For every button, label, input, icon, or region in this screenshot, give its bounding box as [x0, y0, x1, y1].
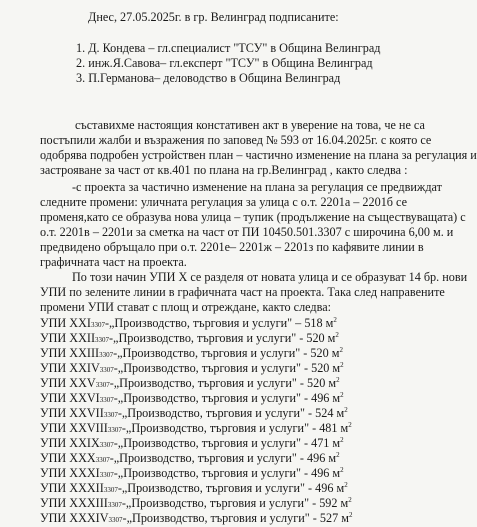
upi-item	[40, 511, 352, 527]
upi-sub: 3307	[99, 396, 114, 404]
upi-sub: 3307	[95, 336, 109, 344]
upi-unit: 2	[344, 480, 348, 489]
upi-area: 527 м	[319, 511, 349, 525]
upi-label: УПИ XXIX	[40, 436, 100, 450]
body-line: УПИ по зелените линии в графичната част на проекта. Така след направените	[40, 285, 445, 299]
upi-sub: 3307	[95, 456, 110, 464]
upi-item	[40, 331, 339, 347]
upi-unit: 2	[335, 330, 339, 339]
upi-unit: 2	[344, 405, 348, 414]
upi-area: 496 м	[315, 481, 345, 495]
upi-sub: 3307	[99, 471, 114, 479]
upi-item	[40, 316, 337, 332]
upi-unit: 2	[340, 435, 344, 444]
upi-unit: 2	[336, 450, 340, 459]
upi-label: УПИ XXII	[40, 331, 95, 345]
upi-area: 496 м	[311, 466, 341, 480]
upi-item	[40, 391, 344, 407]
upi-sub: 3307	[95, 381, 110, 389]
body-line: -с проекта за частично изменение на плана за регулация се предвиждат	[72, 180, 442, 194]
upi-label: УПИ XXX	[40, 451, 96, 465]
upi-item	[40, 361, 344, 377]
upi-purpose: -„Производство, търговия и услуги" -	[113, 346, 308, 360]
upi-label: УПИ XXVII	[40, 406, 104, 420]
upi-purpose: -„Производство, търговия и услуги" -	[117, 406, 313, 420]
upi-purpose: -„Производство, търговия и услуги" –	[104, 316, 302, 330]
upi-item	[40, 376, 340, 392]
upi-area: 496 м	[311, 391, 341, 405]
upi-area: 520 м	[306, 331, 336, 345]
upi-item	[40, 481, 348, 497]
upi-purpose: -„Производство, търговия и услуги" -	[113, 436, 309, 450]
upi-purpose: -„Производство, търговия и услуги" -	[109, 376, 304, 390]
upi-unit: 2	[333, 315, 337, 324]
upi-area: 481 м	[319, 421, 349, 435]
upi-purpose: -„Производство, търговия и услуги" -	[122, 511, 317, 525]
document-header: Днес, 27.05.2025г. в гр. Велинград подписаните:	[88, 10, 339, 24]
upi-label: УПИ XXVI	[40, 391, 100, 405]
upi-label: УПИ XXIV	[40, 361, 100, 375]
body-line: застрояване за част от кв.401 по плана на гр.Велинград , както следва :	[40, 163, 408, 177]
upi-area: 520 м	[307, 376, 337, 390]
upi-item	[40, 496, 352, 512]
upi-purpose: -„Производство, търговия и услуги" -	[117, 481, 313, 495]
upi-purpose: -„Производство, търговия и услуги" -	[121, 421, 317, 435]
upi-label: УПИ XXIII	[40, 346, 100, 360]
body-line: По този начин УПИ Х се разделя от новата улица и се образуват 14 бр. нови	[72, 270, 468, 284]
upi-sub: 3307	[103, 486, 118, 494]
upi-unit: 2	[348, 420, 352, 429]
upi-sub: 3307	[107, 501, 122, 509]
upi-unit: 2	[340, 360, 344, 369]
upi-area: 520 м	[311, 361, 341, 375]
upi-unit: 2	[340, 465, 344, 474]
upi-area: 592 м	[319, 496, 349, 510]
upi-item	[40, 406, 348, 422]
upi-unit: 2	[340, 390, 344, 399]
body-line: одобрява подробен устройствен план – частично изменение на плана за регулация и	[40, 148, 477, 162]
body-line: постъпили жалби и възражения по заповед № 593 от 16.04.2025г. с която се	[40, 133, 432, 147]
body-line: съставихме настоящия констативен акт в уверение на това, че не са	[75, 118, 425, 132]
upi-unit: 2	[339, 345, 343, 354]
upi-label: УПИ XXXIV	[40, 511, 109, 525]
signatory-1: 1. Д. Кондева – гл.специалист "ТСУ" в Община Велинград	[76, 41, 381, 55]
body-line: графичната част на проекта.	[40, 255, 187, 269]
upi-item	[40, 466, 344, 482]
signatory-3: 3. П.Германова– деловодство в Община Велинград	[76, 71, 341, 85]
upi-purpose: -„Производство, търговия и услуги" -	[121, 496, 317, 510]
body-line: о.т. 2201в – 2201и за сметка на част от ПИ 10450.501.3307 с широчина 6,00 м. и	[40, 225, 454, 239]
upi-label: УПИ XXXI	[40, 466, 100, 480]
upi-item	[40, 346, 343, 362]
upi-area: 471 м	[311, 436, 341, 450]
body-line: следните промени: уличната регулация за улица с о.т. 2201а – 2201б се	[40, 195, 408, 209]
upi-area: 520 м	[310, 346, 340, 360]
upi-sub: 3307	[99, 366, 114, 374]
upi-label: УПИ XXV	[40, 376, 96, 390]
upi-purpose: -„Производство, търговия и услуги" -	[113, 466, 309, 480]
body-line: променя,като се образува нова улица – тупик (продължение на съществуващата) с	[40, 210, 466, 224]
upi-sub: 3307	[103, 411, 118, 419]
upi-area: 524 м	[315, 406, 345, 420]
upi-unit: 2	[348, 495, 352, 504]
upi-unit: 2	[348, 510, 353, 519]
upi-area: 496 м	[307, 451, 337, 465]
upi-area: 518 м	[304, 316, 334, 330]
upi-sub: 3307	[107, 426, 122, 434]
upi-purpose: -„Производство, търговия и услуги" -	[109, 331, 304, 345]
body-line: промени УПИ стават с площ и отреждане, както следва:	[40, 300, 331, 314]
body-line: предвидено обръщало при о.т. 2201е– 2201ж – 2201з по кафявите линии в	[40, 240, 424, 254]
upi-item	[40, 421, 352, 437]
upi-label: УПИ XXI	[40, 316, 91, 330]
signatory-2: 2. инж.Я.Савова– гл.експерт "ТСУ" в Община Велинград	[76, 56, 373, 70]
upi-purpose: -„Производство, търговия и услуги" -	[109, 451, 304, 465]
upi-label: УПИ XXXII	[40, 481, 104, 495]
upi-purpose: -„Производство, търговия и услуги" -	[113, 361, 309, 375]
upi-sub: 3307	[99, 351, 114, 359]
upi-label: УПИ XXXIII	[40, 496, 108, 510]
upi-sub: 3307	[108, 516, 123, 524]
upi-item	[40, 436, 344, 452]
upi-label: УПИ XXVIII	[40, 421, 108, 435]
upi-sub: 3307	[90, 321, 105, 329]
upi-unit: 2	[336, 375, 340, 384]
upi-sub: 3307	[99, 441, 114, 449]
upi-purpose: -„Производство, търговия и услуги" -	[113, 391, 309, 405]
upi-item	[40, 451, 340, 467]
